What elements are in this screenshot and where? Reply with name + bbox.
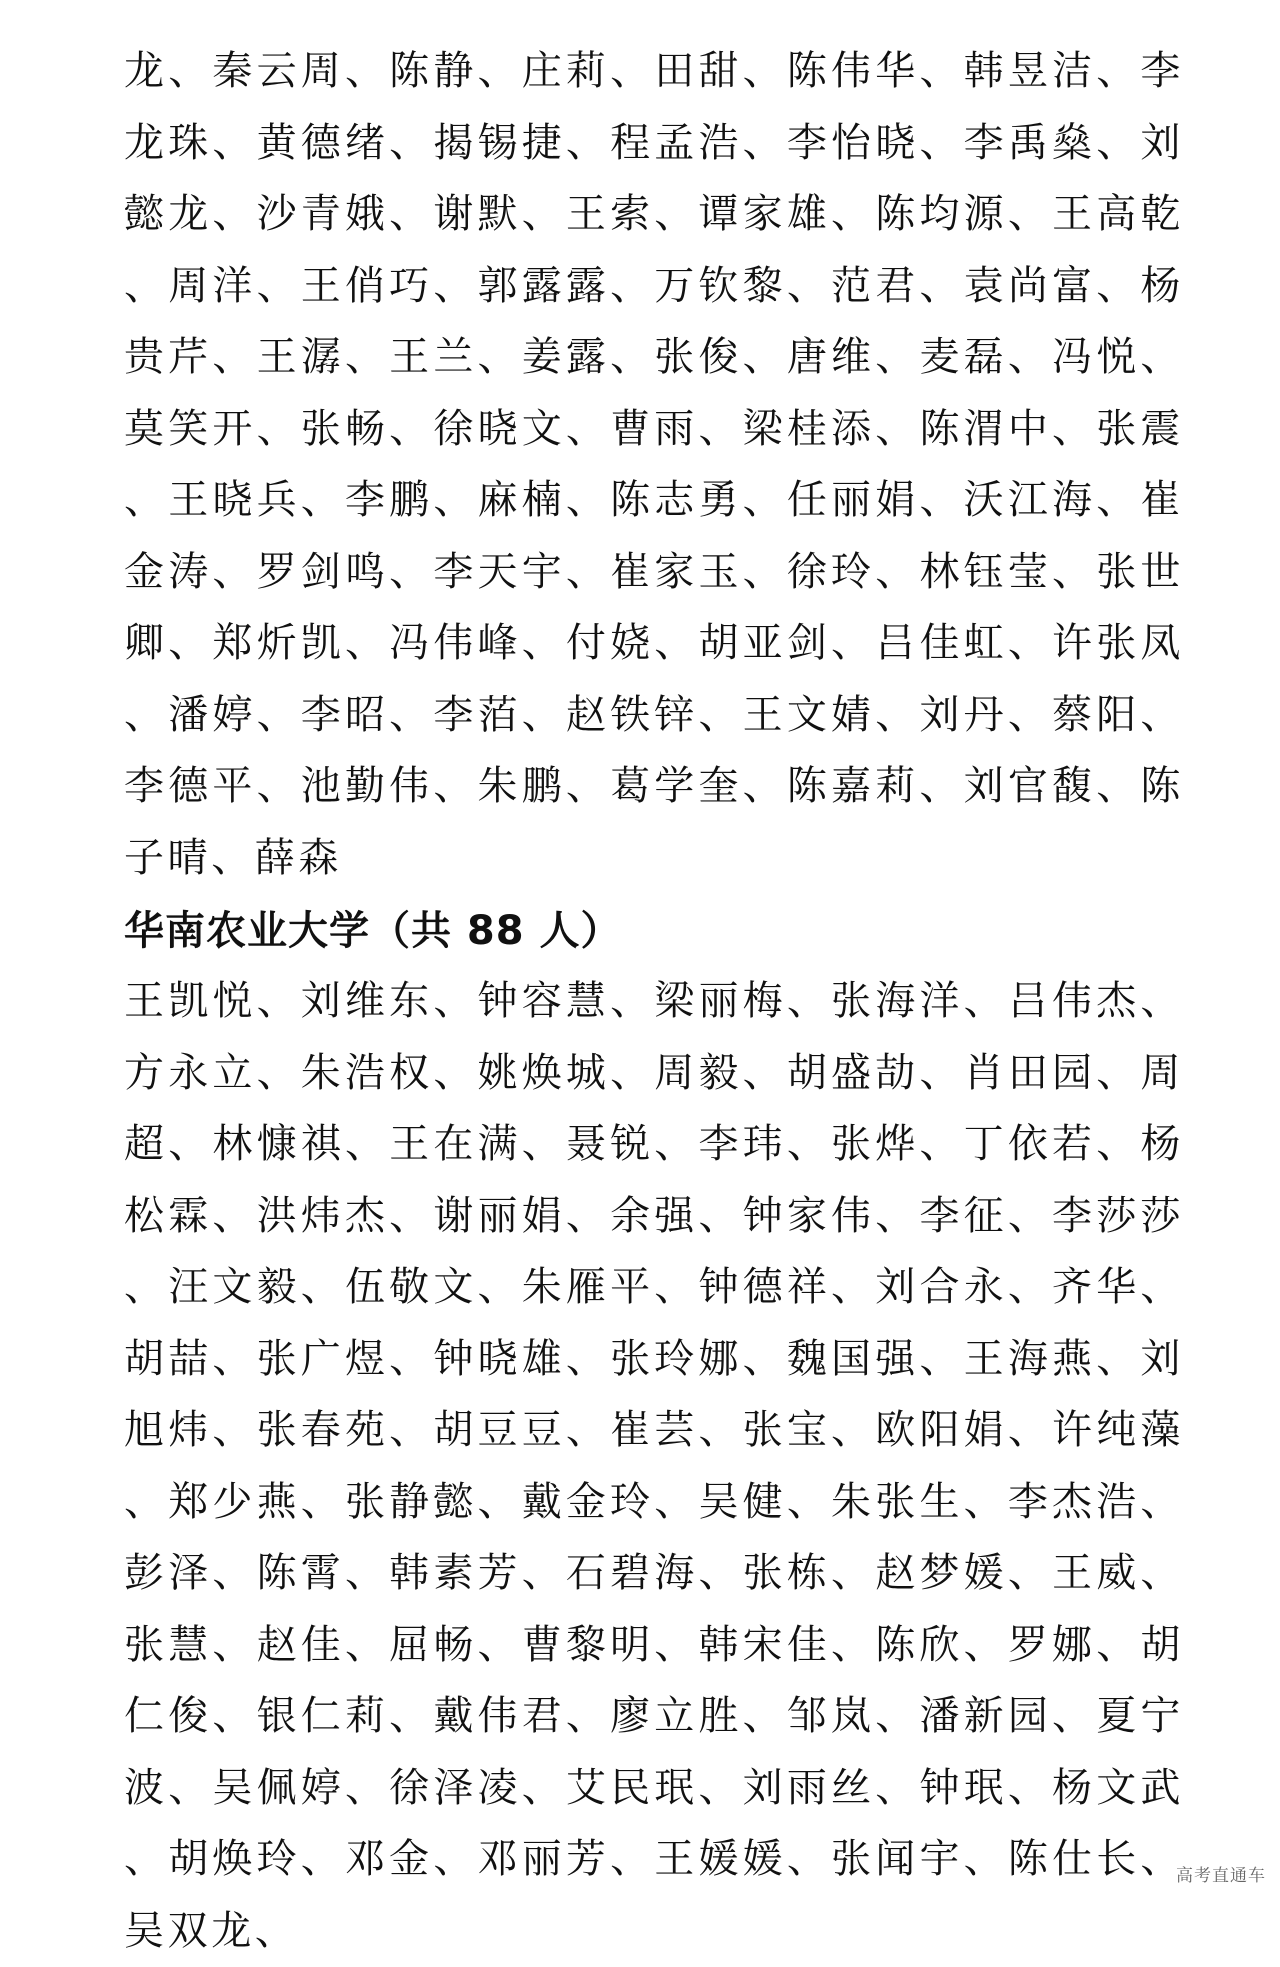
name-list-continued: 龙、秦云周、陈静、庄莉、田甜、陈伟华、韩昱洁、李龙珠、黄德绪、揭锡捷、程孟浩、李怡晓、李禹燊、刘懿龙、沙青娥、谢默、王索、谭家雄、陈均源、王高乾、周洋、王俏巧、郭露露、万钦黎、范君、袁尚富、杨贵芹、王潺、王兰、姜露、张俊、唐维、麦磊、冯悦、莫笑开、张畅、徐晓文、曹雨、梁桂添、陈渭中、张震、王晓兵、李鹏、麻楠、陈志勇、任丽娟、沃江海、崔金涛、罗剑鸣、李天宇、崔家玉、徐玲、林钰莹、张世卿、郑炘凯、冯伟峰、付娆、胡亚剑、吕佳虹、许张凤、潘婷、李昭、李萡、赵铁锌、王文婧、刘丹、蔡阳、李德平、池勤伟、朱鹏、葛学奎、陈嘉莉、刘官馥、陈子晴、薛森 (124, 48, 1184, 881)
watermark: 高考直通车 (1176, 1866, 1266, 1886)
document-page (124, 36, 1184, 1967)
name-list-section: 王凯悦、刘维东、钟容慧、梁丽梅、张海洋、吕伟杰、方永立、朱浩权、姚焕城、周毅、胡盛劼、肖田园、周超、林慷祺、王在满、聂锐、李玮、张烨、丁依若、杨松霖、洪炜杰、谢丽娟、余强、钟家伟、李征、李莎莎、汪文毅、伍敬文、朱雁平、钟德祥、刘合永、齐华、胡喆、张广煜、钟晓雄、张玲娜、魏国强、王海燕、刘旭炜、张春苑、胡豆豆、崔芸、张宝、欧阳娟、许纯藻、郑少燕、张静懿、戴金玲、吴健、朱张生、李杰浩、彭泽、陈霄、韩素芳、石碧海、张栋、赵梦媛、王威、张慧、赵佳、屈畅、曹黎明、韩宋佳、陈欣、罗娜、胡仁俊、银仁莉、戴伟君、廖立胜、邹岚、潘新园、夏宁波、吴佩婷、徐泽凌、艾民珉、刘雨丝、钟珉、杨文武、胡焕玲、邓金、邓丽芳、王媛媛、张闻宇、陈仕长、吴双龙、 (124, 978, 1184, 1954)
section-heading: 华南农业大学（共 88 人） (124, 908, 622, 954)
